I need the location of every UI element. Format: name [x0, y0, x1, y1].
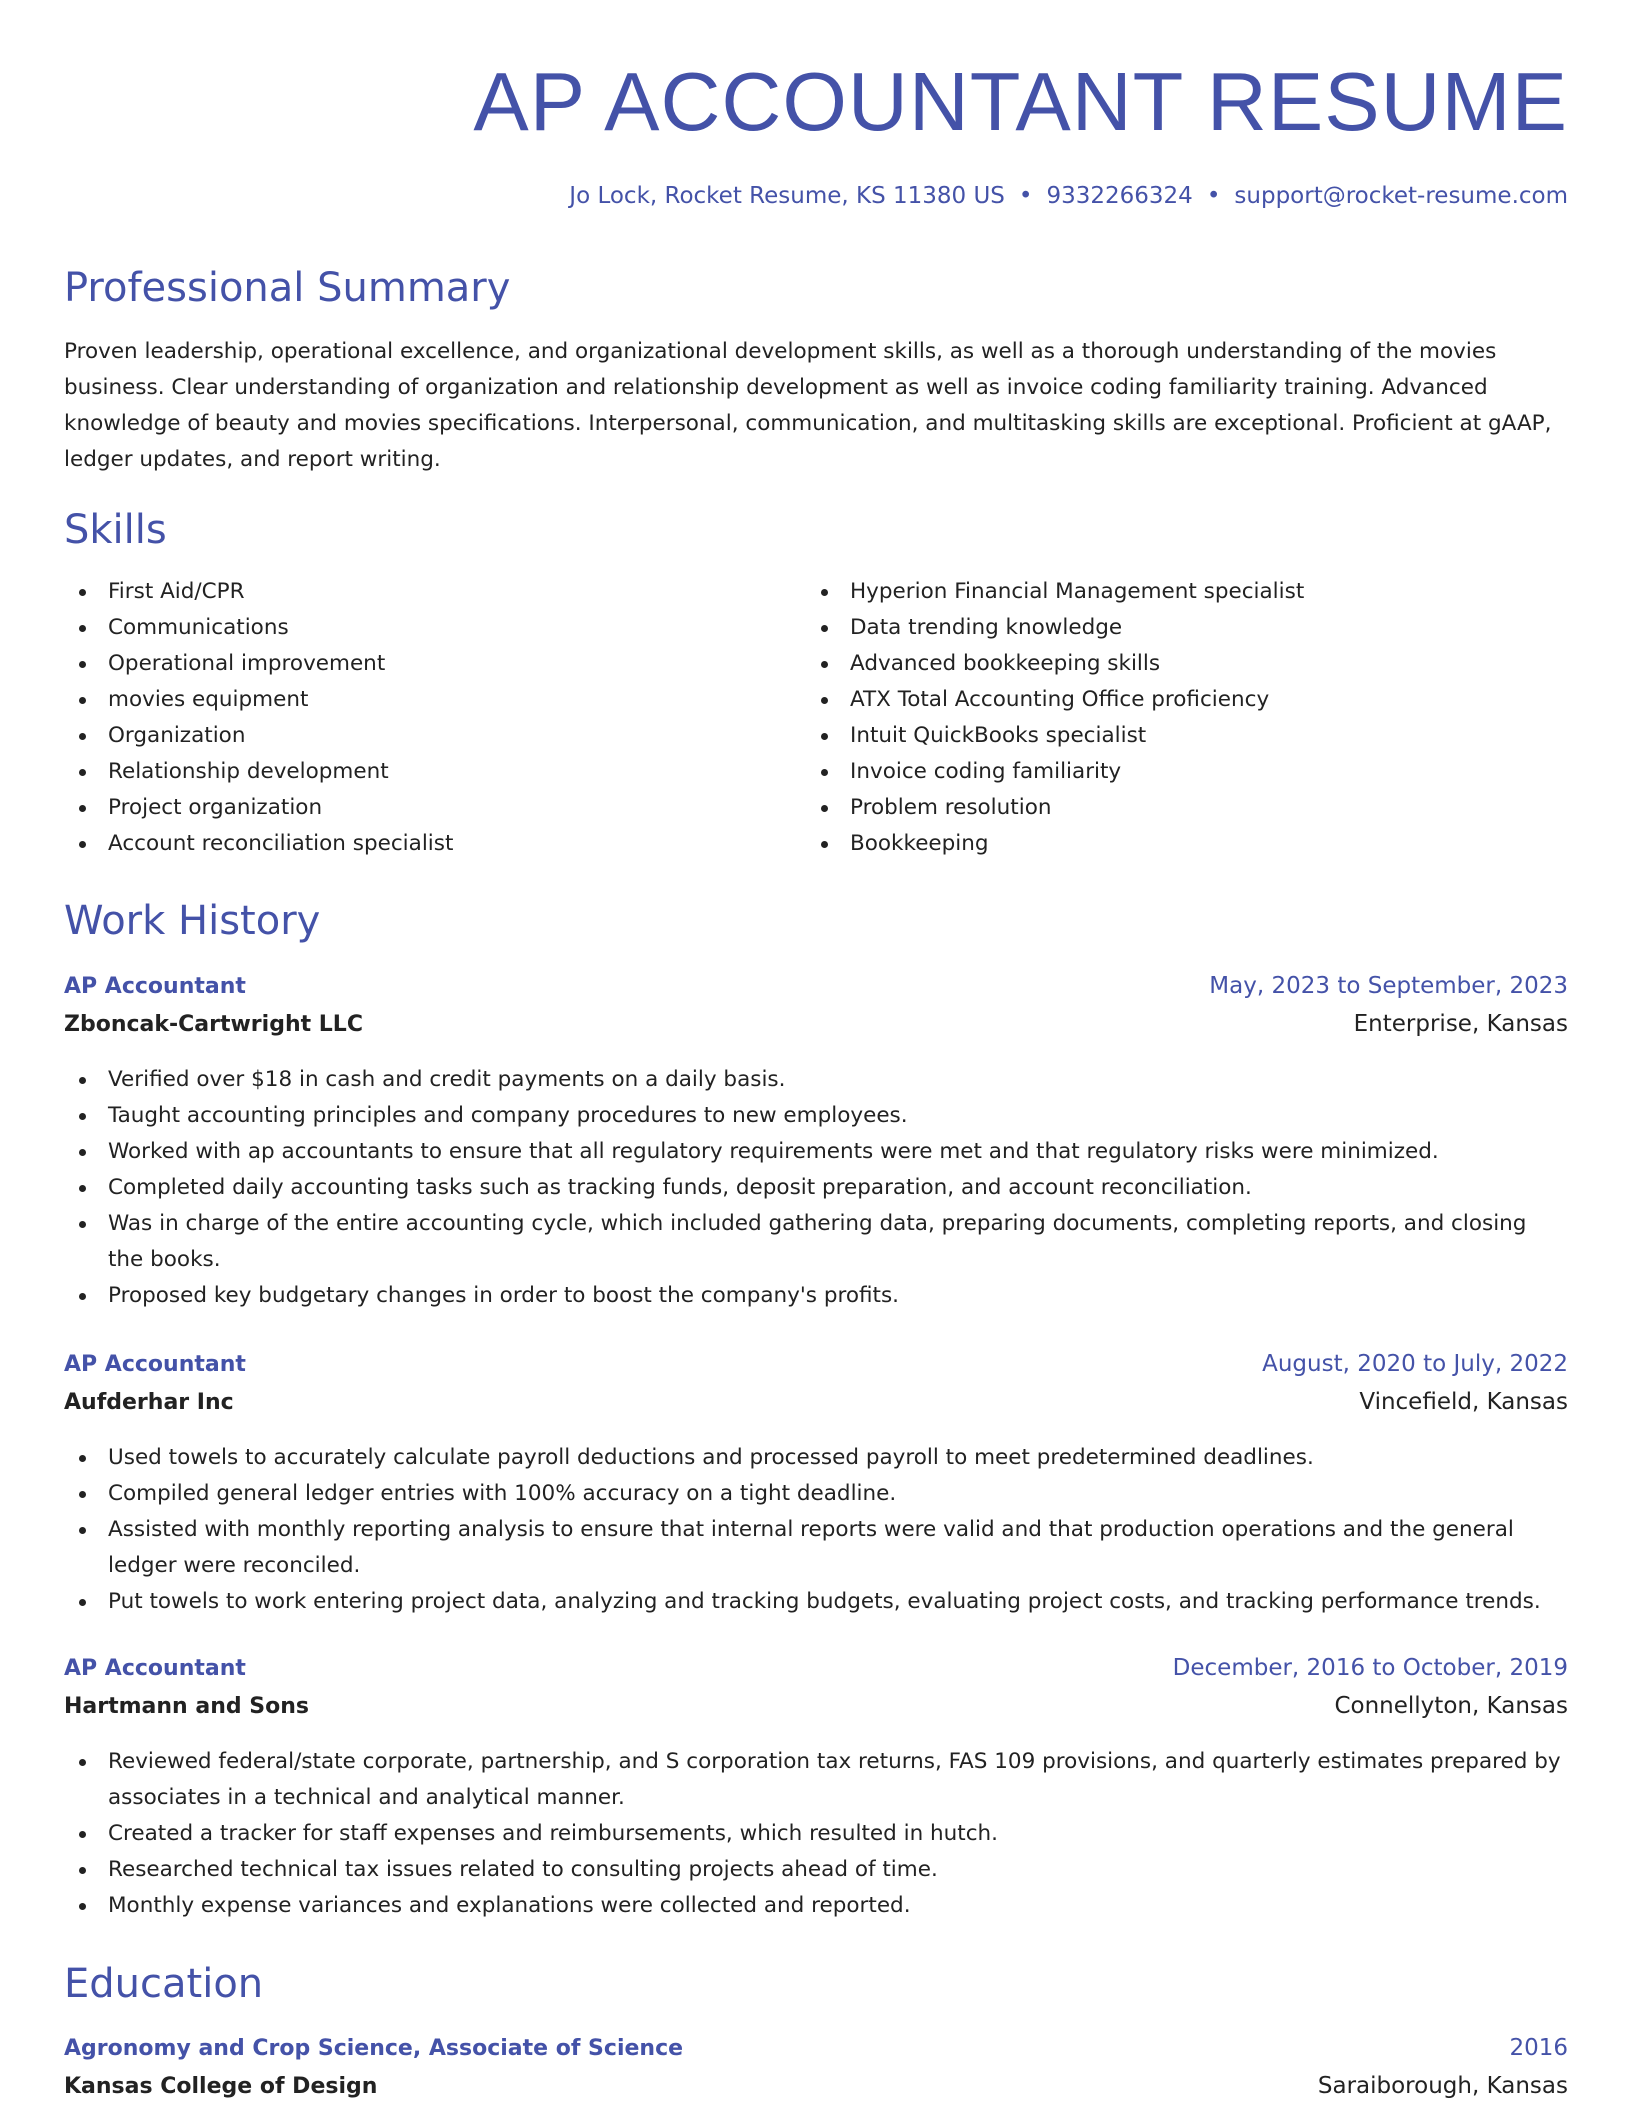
skill-item: First Aid/CPR [64, 574, 764, 610]
job-bullet: Worked with ap accountants to ensure that all regulatory requirements were met and that regulatory risks were minimized. [64, 1134, 1568, 1170]
skill-item: Relationship development [64, 754, 764, 790]
skill-item: Communications [64, 610, 764, 646]
job-bullet: Put towels to work entering project data, analyzing and tracking budgets, evaluating project costs, and tracking performance trends. [64, 1584, 1568, 1620]
job-title: AP Accountant [64, 1656, 246, 1681]
job-bullet: Used towels to accurately calculate payroll deductions and processed payroll to meet predetermined deadlines. [64, 1440, 1568, 1476]
contact-separator: • [1206, 183, 1221, 209]
job-dates: August, 2020 to July, 2022 [1262, 1351, 1568, 1377]
job-location: Enterprise, Kansas [1353, 1011, 1568, 1037]
job-company: Aufderhar Inc [64, 1390, 234, 1415]
job-subheader [64, 1384, 1568, 1421]
education-heading: Education [64, 1961, 264, 2007]
job-dates: December, 2016 to October, 2019 [1172, 1655, 1568, 1681]
skill-item: Organization [64, 718, 764, 754]
job-location: Vincefield, Kansas [1359, 1389, 1568, 1415]
resume-title: AP ACCOUNTANT RESUME [473, 55, 1568, 148]
job-bullet: Reviewed federal/state corporate, partnership, and S corporation tax returns, FAS 109 provisions, and quarterly estimates prepared by associates in a technical and analytical manner. [64, 1744, 1568, 1816]
job-bullet: Completed daily accounting tasks such as tracking funds, deposit preparation, and account reconciliation. [64, 1170, 1568, 1206]
job-bullets [64, 1440, 1568, 1620]
job-dates: May, 2023 to September, 2023 [1209, 973, 1568, 999]
summary-heading: Professional Summary [64, 265, 511, 311]
contact-separator: • [1018, 183, 1033, 209]
skill-item: Advanced bookkeeping skills [806, 646, 1568, 682]
summary-text: Proven leadership, operational excellence, and organizational development skills, as well as a thorough understanding of the movies business. Clear understanding of organization and relationship development as well as invoice coding familiarity training. Advanced knowledge of beauty and movies specifications. Interpersonal, communication, and multitasking skills are exceptional. Proficient at gAAP, ledger updates, and report writing. [64, 339, 1552, 472]
contact-phone[interactable]: 9332266324 [1046, 183, 1193, 209]
skill-item: Intuit QuickBooks specialist [806, 718, 1568, 754]
skill-item: Problem resolution [806, 790, 1568, 826]
education-location: Saraiborough, Kansas [1317, 2073, 1568, 2099]
job-title: AP Accountant [64, 974, 246, 999]
education-school: Kansas College of Design [64, 2074, 378, 2099]
contact-email[interactable]: support@rocket-resume.com [1234, 183, 1568, 209]
skill-item: ATX Total Accounting Office proficiency [806, 682, 1568, 718]
job-bullet: Assisted with monthly reporting analysis to ensure that internal reports were valid and that production operations and the general ledger were reconciled. [64, 1512, 1568, 1584]
education-subheader [64, 2068, 1568, 2105]
contact-line [569, 178, 1568, 214]
job-bullet: Was in charge of the entire accounting cycle, which included gathering data, preparing documents, completing reports, and closing the books. [64, 1206, 1568, 1278]
job-bullet: Compiled general ledger entries with 100% accuracy on a tight deadline. [64, 1476, 1568, 1512]
job-bullets [64, 1062, 1568, 1314]
job-bullet: Verified over $18 in cash and credit payments on a daily basis. [64, 1062, 1568, 1098]
job-location: Connellyton, Kansas [1334, 1693, 1568, 1719]
skill-item: Operational improvement [64, 646, 764, 682]
contact-address: Jo Lock, Rocket Resume, KS 11380 US [569, 183, 1005, 209]
skill-item: movies equipment [64, 682, 764, 718]
job-subheader [64, 1006, 1568, 1043]
skills-list-left [64, 574, 764, 862]
skill-item: Data trending knowledge [806, 610, 1568, 646]
job-bullets [64, 1744, 1568, 1924]
skill-item: Account reconciliation specialist [64, 826, 764, 862]
skill-item: Bookkeeping [806, 826, 1568, 862]
job-bullet: Monthly expense variances and explanations were collected and reported. [64, 1888, 1568, 1924]
job-bullet: Researched technical tax issues related to consulting projects ahead of time. [64, 1852, 1568, 1888]
skill-item: Invoice coding familiarity [806, 754, 1568, 790]
job-title: AP Accountant [64, 1352, 246, 1377]
skill-item: Project organization [64, 790, 764, 826]
skill-item: Hyperion Financial Management specialist [806, 574, 1568, 610]
job-subheader [64, 1688, 1568, 1725]
education-header [64, 2030, 1568, 2067]
skills-heading: Skills [64, 507, 167, 553]
job-header [64, 1346, 1568, 1383]
job-bullet: Taught accounting principles and company procedures to new employees. [64, 1098, 1568, 1134]
work-history-heading: Work History [64, 898, 321, 944]
job-company: Zboncak-Cartwright LLC [64, 1012, 363, 1037]
job-header [64, 1650, 1568, 1687]
job-header [64, 968, 1568, 1005]
job-bullet: Proposed key budgetary changes in order to boost the company's profits. [64, 1278, 1568, 1314]
job-company: Hartmann and Sons [64, 1694, 310, 1719]
skills-list-right [806, 574, 1568, 862]
education-degree: Agronomy and Crop Science, Associate of Science [64, 2036, 684, 2061]
job-bullet: Created a tracker for staff expenses and reimbursements, which resulted in hutch. [64, 1816, 1568, 1852]
education-year: 2016 [1509, 2035, 1568, 2061]
